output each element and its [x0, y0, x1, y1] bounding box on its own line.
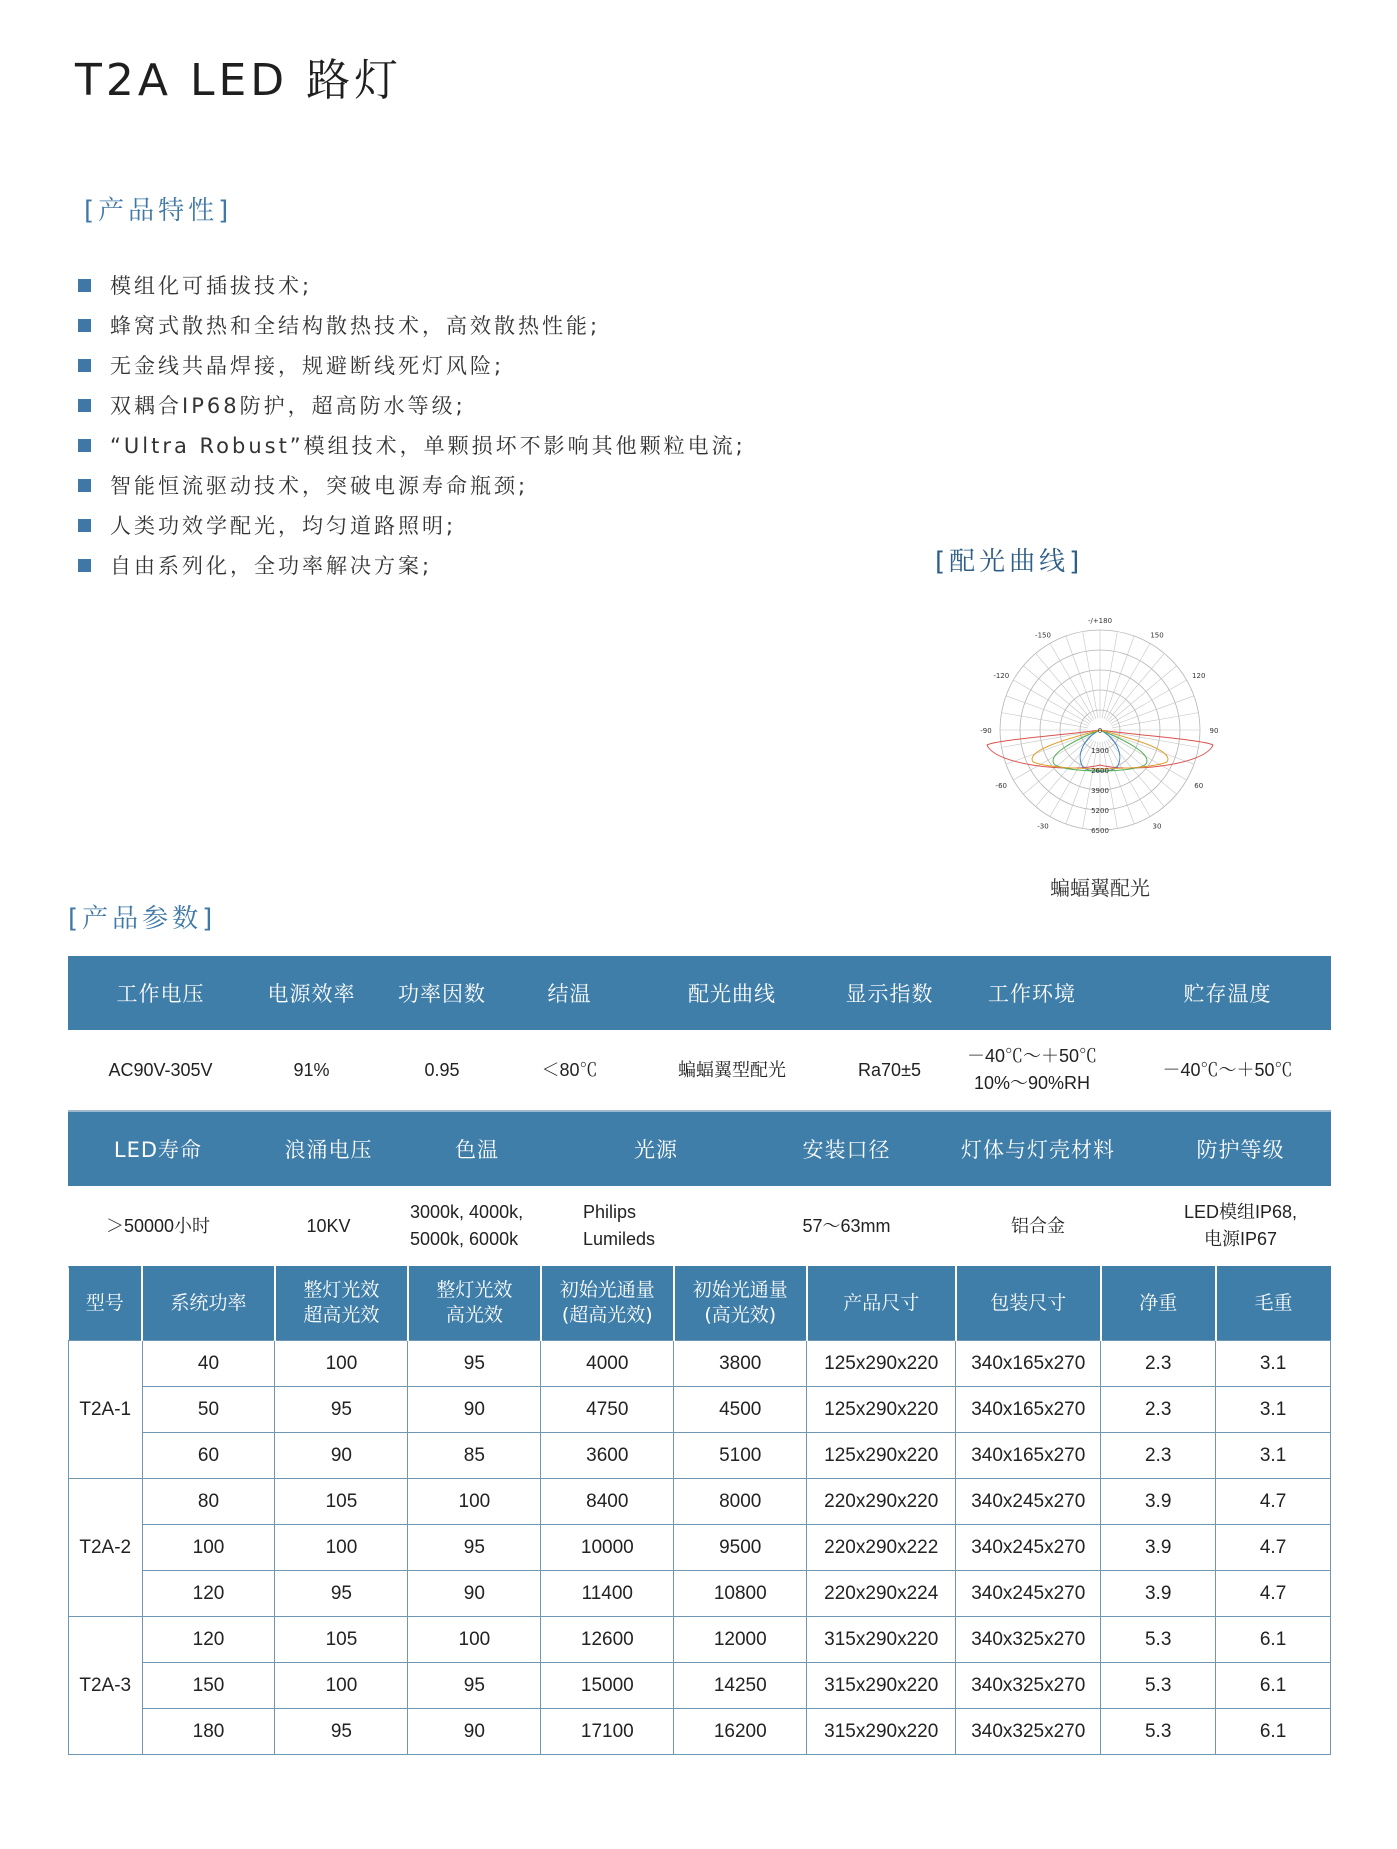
- table-cell: 8000: [674, 1479, 807, 1525]
- polar-spoke: [1111, 696, 1194, 726]
- table-cell: 340x165x270: [956, 1433, 1101, 1479]
- table-cell: 95: [408, 1663, 541, 1709]
- table-row: [69, 1479, 1331, 1525]
- value-voltage: AC90V-305V: [68, 1030, 253, 1111]
- table-cell: 340x325x270: [956, 1617, 1101, 1663]
- spec-table-1: [68, 956, 1331, 1112]
- angle-label: 90: [1209, 727, 1219, 735]
- table-cell: 105: [275, 1479, 408, 1525]
- features-heading: [产品特性]: [84, 196, 233, 226]
- square-bullet-icon: [78, 359, 91, 372]
- table-row: [69, 1341, 1331, 1387]
- header-environment: 工作环境: [940, 956, 1124, 1030]
- header-cri: 显示指数: [839, 956, 940, 1030]
- feature-text: “Ultra Robust”模组技术，单颗损坏不影响其他颗粒电流;: [110, 434, 746, 458]
- angle-label: 120: [1192, 672, 1206, 680]
- value-color-temp: [409, 1186, 545, 1267]
- header-efficacy-high: [408, 1266, 541, 1341]
- page-title: T2A LED 路灯: [75, 55, 403, 106]
- header-line: 高光效: [445, 1304, 503, 1326]
- table-cell: 220x290x224: [807, 1571, 956, 1617]
- table-row: [69, 1709, 1331, 1755]
- table-cell: 17100: [541, 1709, 674, 1755]
- polar-spoke: [1108, 739, 1165, 806]
- table-cell: 4750: [541, 1387, 674, 1433]
- header-model: 型号: [69, 1266, 143, 1341]
- header-led-life: LED寿命: [68, 1112, 248, 1186]
- header-system-power: 系统功率: [142, 1266, 275, 1341]
- header-efficacy-ultra: [275, 1266, 408, 1341]
- radial-label: 2600: [1091, 767, 1109, 775]
- value-junction-temp: ＜80℃: [514, 1030, 625, 1111]
- feature-text: 智能恒流驱动技术，突破电源寿命瓶颈;: [110, 474, 529, 498]
- table-row: [69, 1525, 1331, 1571]
- header-package-size: 包装尺寸: [956, 1266, 1101, 1341]
- header-color-temp: 色温: [409, 1112, 545, 1186]
- header-product-size: 产品尺寸: [807, 1266, 956, 1341]
- polar-spoke: [1109, 666, 1176, 723]
- table-cell: 8400: [541, 1479, 674, 1525]
- table-cell: 220x290x222: [807, 1525, 956, 1571]
- light-distribution-heading: [配光曲线]: [935, 547, 1084, 577]
- feature-text: 双耦合IP68防护，超高防水等级;: [110, 394, 466, 418]
- feature-text: 自由系列化，全功率解决方案;: [110, 554, 433, 578]
- header-line: 整灯光效: [436, 1279, 513, 1302]
- header-junction-temp: 结温: [514, 956, 625, 1030]
- table-cell: 95: [275, 1571, 408, 1617]
- square-bullet-icon: [78, 439, 91, 452]
- table-cell: 5100: [674, 1433, 807, 1479]
- header-mount-diameter: 安装口径: [767, 1112, 926, 1186]
- table-cell: 340x245x270: [956, 1571, 1101, 1617]
- value-mount-diameter: 57～63mm: [767, 1186, 926, 1267]
- table-row: [69, 1387, 1331, 1433]
- table-cell: 9500: [674, 1525, 807, 1571]
- table-cell: 340x165x270: [956, 1341, 1101, 1387]
- feature-item: [78, 425, 746, 465]
- value-led-life: ＞50000小时: [68, 1186, 248, 1267]
- angle-label: -150: [1035, 631, 1051, 640]
- table-cell: 100: [275, 1663, 408, 1709]
- angle-label: -120: [993, 672, 1010, 680]
- table-cell: 3.9: [1101, 1525, 1216, 1571]
- feature-item: [78, 305, 746, 345]
- table-cell: 340x325x270: [956, 1663, 1101, 1709]
- table-cell: 95: [275, 1387, 408, 1433]
- feature-item: [78, 505, 746, 545]
- polar-spoke: [1083, 632, 1098, 719]
- table-cell: 85: [408, 1433, 541, 1479]
- table-cell: 315x290x220: [807, 1617, 956, 1663]
- light-source-line: Lumileds: [583, 1229, 656, 1249]
- header-flux-high: [674, 1266, 807, 1341]
- table-cell: 10000: [541, 1525, 674, 1571]
- table-cell: 12000: [674, 1617, 807, 1663]
- table-cell: 125x290x220: [807, 1433, 956, 1479]
- feature-text: 人类功效学配光，均匀道路照明;: [110, 514, 457, 538]
- table-cell: 2.3: [1101, 1387, 1216, 1433]
- polar-light-distribution-diagram: [975, 605, 1225, 855]
- header-surge-voltage: 浪涌电压: [248, 1112, 409, 1186]
- polar-spoke: [1002, 713, 1089, 728]
- header-line: 初始光通量: [692, 1279, 788, 1302]
- table-cell: 180: [142, 1709, 275, 1755]
- table-cell: 150: [142, 1663, 275, 1709]
- table-cell: 95: [275, 1709, 408, 1755]
- table-cell: 12600: [541, 1617, 674, 1663]
- table-cell: 3.9: [1101, 1479, 1216, 1525]
- light-source-brand: Philips: [583, 1202, 637, 1222]
- square-bullet-icon: [78, 559, 91, 572]
- table-cell: 120: [142, 1617, 275, 1663]
- feature-item: [78, 465, 746, 505]
- model-name-cell: T2A-1: [69, 1341, 143, 1479]
- header-power-factor: 功率因数: [370, 956, 514, 1030]
- angle-label: -/+180: [1087, 617, 1113, 625]
- table-cell: 100: [275, 1341, 408, 1387]
- header-voltage: 工作电压: [68, 956, 253, 1030]
- radial-label: 6500: [1091, 827, 1109, 835]
- table-cell: 6.1: [1216, 1617, 1331, 1663]
- header-gross-weight: 毛重: [1216, 1266, 1331, 1341]
- square-bullet-icon: [78, 519, 91, 532]
- table-cell: 4500: [674, 1387, 807, 1433]
- table-cell: 125x290x220: [807, 1387, 956, 1433]
- table-cell: 4.7: [1216, 1479, 1331, 1525]
- square-bullet-icon: [78, 399, 91, 412]
- value-efficiency: 91%: [253, 1030, 370, 1111]
- table-row: [69, 1617, 1331, 1663]
- table-cell: 4.7: [1216, 1571, 1331, 1617]
- table-cell: 60: [142, 1433, 275, 1479]
- table-cell: 3.1: [1216, 1341, 1331, 1387]
- feature-list: [78, 265, 746, 585]
- polar-spoke: [1111, 734, 1194, 764]
- header-light-curve: 配光曲线: [625, 956, 839, 1030]
- params-heading: [产品参数]: [68, 904, 217, 934]
- feature-item: [78, 545, 746, 585]
- angle-label: 60: [1194, 782, 1204, 790]
- polar-spoke: [1023, 666, 1090, 723]
- feature-text: 蜂窝式散热和全结构散热技术，高效散热性能;: [110, 314, 601, 338]
- table-cell: 95: [408, 1525, 541, 1571]
- angle-label: 150: [1150, 631, 1164, 640]
- value-power-factor: 0.95: [370, 1030, 514, 1111]
- feature-text: 无金线共晶焊接，规避断线死灯风险;: [110, 354, 505, 378]
- table-cell: 125x290x220: [807, 1341, 956, 1387]
- header-line: 整灯光效: [303, 1279, 380, 1302]
- header-net-weight: 净重: [1101, 1266, 1216, 1341]
- table-cell: 340x245x270: [956, 1525, 1101, 1571]
- table-cell: 100: [408, 1617, 541, 1663]
- header-efficiency: 电源效率: [253, 956, 370, 1030]
- radial-label: 5200: [1091, 807, 1109, 815]
- polar-spoke: [1006, 734, 1089, 764]
- value-light-source: [545, 1186, 767, 1267]
- angle-label: -90: [980, 727, 992, 735]
- feature-item: [78, 385, 746, 425]
- value-body-material: 铝合金: [926, 1186, 1150, 1267]
- feature-text: 模组化可插拔技术;: [110, 274, 313, 298]
- table-cell: 3.1: [1216, 1433, 1331, 1479]
- table-cell: 90: [408, 1571, 541, 1617]
- table-cell: 340x325x270: [956, 1709, 1101, 1755]
- feature-item: [78, 265, 746, 305]
- table-cell: 4.7: [1216, 1525, 1331, 1571]
- table-cell: 5.3: [1101, 1617, 1216, 1663]
- model-name-cell: T2A-2: [69, 1479, 143, 1617]
- table-cell: 3800: [674, 1341, 807, 1387]
- square-bullet-icon: [78, 479, 91, 492]
- value-environment: [940, 1030, 1124, 1111]
- header-line: 初始光通量: [559, 1279, 655, 1302]
- table-cell: 3600: [541, 1433, 674, 1479]
- polar-spoke: [1036, 739, 1093, 806]
- table-cell: 40: [142, 1341, 275, 1387]
- table-cell: 315x290x220: [807, 1663, 956, 1709]
- table-cell: 11400: [541, 1571, 674, 1617]
- environment-temp: －40℃～＋50℃: [966, 1046, 1098, 1066]
- value-storage-temp: －40℃～＋50℃: [1124, 1030, 1331, 1111]
- table-cell: 90: [408, 1709, 541, 1755]
- angle-label: 30: [1152, 822, 1162, 831]
- angle-label: 0: [1097, 727, 1103, 735]
- table-cell: 220x290x220: [807, 1479, 956, 1525]
- table-cell: 5.3: [1101, 1709, 1216, 1755]
- table-cell: 3.9: [1101, 1571, 1216, 1617]
- table-cell: 6.1: [1216, 1709, 1331, 1755]
- table-cell: 90: [408, 1387, 541, 1433]
- value-cri: Ra70±5: [839, 1030, 940, 1111]
- polar-spoke: [1112, 713, 1199, 728]
- angle-label: -60: [995, 782, 1007, 790]
- table-cell: 95: [408, 1341, 541, 1387]
- table-cell: 105: [275, 1617, 408, 1663]
- value-surge-voltage: 10KV: [248, 1186, 409, 1267]
- table-cell: 3.1: [1216, 1387, 1331, 1433]
- table-cell: 90: [275, 1433, 408, 1479]
- environment-humidity: 10%～90%RH: [973, 1073, 1091, 1093]
- table-cell: 100: [142, 1525, 275, 1571]
- value-protection-level: [1150, 1186, 1331, 1267]
- polar-spoke: [1104, 636, 1134, 719]
- table-cell: 15000: [541, 1663, 674, 1709]
- table-cell: 50: [142, 1387, 275, 1433]
- color-temp-line: 5000k, 6000k: [410, 1229, 519, 1249]
- polar-spoke: [1036, 653, 1093, 720]
- table-cell: 14250: [674, 1663, 807, 1709]
- table-cell: 6.1: [1216, 1663, 1331, 1709]
- polar-spoke: [1006, 696, 1089, 726]
- header-storage-temp: 贮存温度: [1124, 956, 1331, 1030]
- table-cell: 340x165x270: [956, 1387, 1101, 1433]
- table-cell: 16200: [674, 1709, 807, 1755]
- header-flux-ultra: [541, 1266, 674, 1341]
- table-cell: 80: [142, 1479, 275, 1525]
- spec-table-2: [68, 1112, 1331, 1268]
- table-cell: 10800: [674, 1571, 807, 1617]
- table-cell: 4000: [541, 1341, 674, 1387]
- angle-label: -30: [1037, 822, 1049, 831]
- value-light-curve: 蝙蝠翼型配光: [625, 1030, 839, 1111]
- table-cell: 120: [142, 1571, 275, 1617]
- color-temp-line: 3000k, 4000k,: [410, 1202, 524, 1222]
- square-bullet-icon: [78, 319, 91, 332]
- polar-spoke: [1108, 653, 1165, 720]
- table-cell: 2.3: [1101, 1341, 1216, 1387]
- model-table: [68, 1266, 1331, 1755]
- table-row: [69, 1571, 1331, 1617]
- header-line: (高光效): [704, 1304, 777, 1326]
- table-cell: 5.3: [1101, 1663, 1216, 1709]
- table-cell: 100: [408, 1479, 541, 1525]
- table-cell: 315x290x220: [807, 1709, 956, 1755]
- table-cell: 340x245x270: [956, 1479, 1101, 1525]
- header-protection-level: 防护等级: [1150, 1112, 1331, 1186]
- protection-module: LED模组IP68,: [1183, 1202, 1298, 1222]
- radial-label: 1300: [1091, 747, 1109, 755]
- table-cell: 100: [275, 1525, 408, 1571]
- table-row: [69, 1433, 1331, 1479]
- table-cell: 2.3: [1101, 1433, 1216, 1479]
- radial-label: 3900: [1091, 787, 1109, 795]
- header-line: 超高光效: [303, 1304, 380, 1326]
- polar-caption: 蝙蝠翼配光: [1050, 876, 1150, 900]
- header-body-material: 灯体与灯壳材料: [926, 1112, 1150, 1186]
- model-name-cell: T2A-3: [69, 1617, 143, 1755]
- polar-spoke: [1102, 632, 1117, 719]
- feature-item: [78, 345, 746, 385]
- header-light-source: 光源: [545, 1112, 767, 1186]
- polar-spoke: [1066, 636, 1096, 719]
- square-bullet-icon: [78, 279, 91, 292]
- protection-power: 电源IP67: [1203, 1229, 1278, 1249]
- table-row: [69, 1663, 1331, 1709]
- header-line: (超高光效): [561, 1304, 653, 1326]
